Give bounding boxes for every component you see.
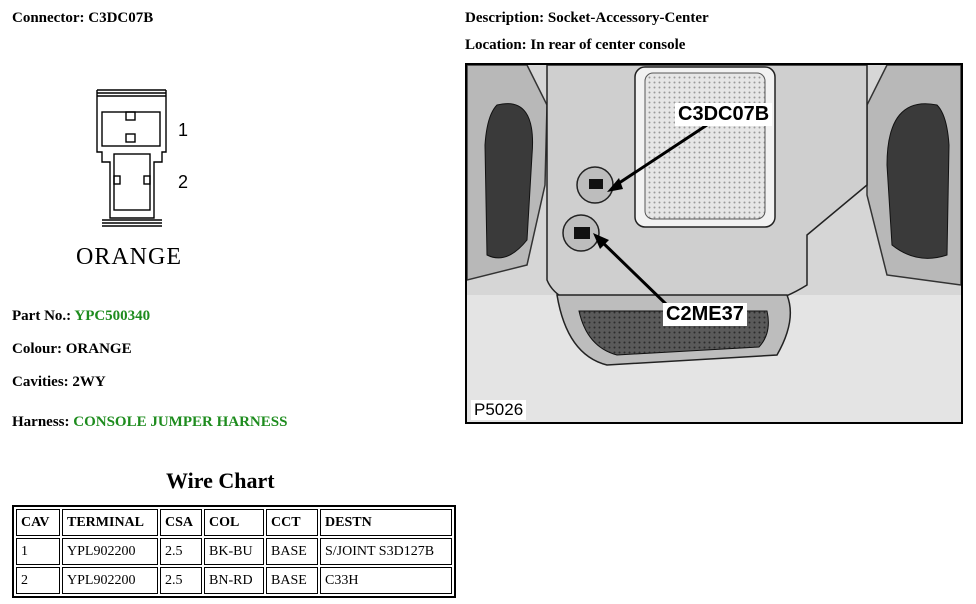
connector-color-caption: ORANGE: [76, 244, 182, 270]
connector-drawing: [88, 86, 208, 236]
colour-value: ORANGE: [65, 341, 132, 357]
wire-chart-table: [12, 505, 456, 598]
colour-line: [12, 341, 132, 358]
cell-terminal: YPL902200: [62, 567, 158, 594]
description-line: [465, 10, 709, 27]
cell-csa: 2.5: [160, 538, 202, 565]
cavities-line: [12, 374, 106, 391]
header-cct: CCT: [266, 509, 318, 536]
wire-chart-header-row: [16, 509, 452, 536]
header-destn: DESTN: [320, 509, 452, 536]
location-label: Location:: [465, 37, 527, 53]
cell-destn: S/JOINT S3D127B: [320, 538, 452, 565]
description-label: Description:: [465, 10, 545, 26]
cell-csa: 2.5: [160, 567, 202, 594]
part-number-link[interactable]: YPC500340: [74, 308, 151, 324]
connector-line: [12, 10, 153, 27]
cell-cav: 2: [16, 567, 60, 594]
header-cav: CAV: [16, 509, 60, 536]
connector-value: C3DC07B: [88, 10, 154, 26]
header-terminal: TERMINAL: [62, 509, 158, 536]
location-line: [465, 37, 685, 54]
harness-link[interactable]: CONSOLE JUMPER HARNESS: [73, 414, 288, 430]
cell-cct: BASE: [266, 567, 318, 594]
harness-label: Harness:: [12, 414, 70, 430]
part-number-line: [12, 308, 150, 325]
connector-outline-icon: [88, 86, 208, 236]
cell-cct: BASE: [266, 538, 318, 565]
cell-col: BK-BU: [204, 538, 264, 565]
callout-connector-top: C3DC07B: [675, 103, 772, 126]
pin-1-label: 1: [178, 120, 189, 140]
connector-label: Connector:: [12, 10, 85, 26]
cell-destn: C33H: [320, 567, 452, 594]
cavities-value: 2WY: [72, 374, 106, 390]
colour-label: Colour:: [12, 341, 62, 357]
wire-chart-title: Wire Chart: [166, 468, 275, 493]
description-value: Socket-Accessory-Center: [547, 10, 709, 26]
photo-code: P5026: [471, 400, 526, 420]
location-photo: [465, 63, 963, 424]
table-row: [16, 567, 452, 594]
part-number-label: Part No.:: [12, 308, 72, 324]
harness-line: [12, 414, 287, 431]
header-col: COL: [204, 509, 264, 536]
cell-terminal: YPL902200: [62, 538, 158, 565]
table-row: [16, 538, 452, 565]
location-value: In rear of center console: [530, 37, 686, 53]
pin-2-label: 2: [178, 172, 189, 192]
cell-cav: 1: [16, 538, 60, 565]
header-csa: CSA: [160, 509, 202, 536]
cavities-label: Cavities:: [12, 374, 69, 390]
cell-col: BN-RD: [204, 567, 264, 594]
callout-connector-bottom: C2ME37: [663, 303, 747, 326]
